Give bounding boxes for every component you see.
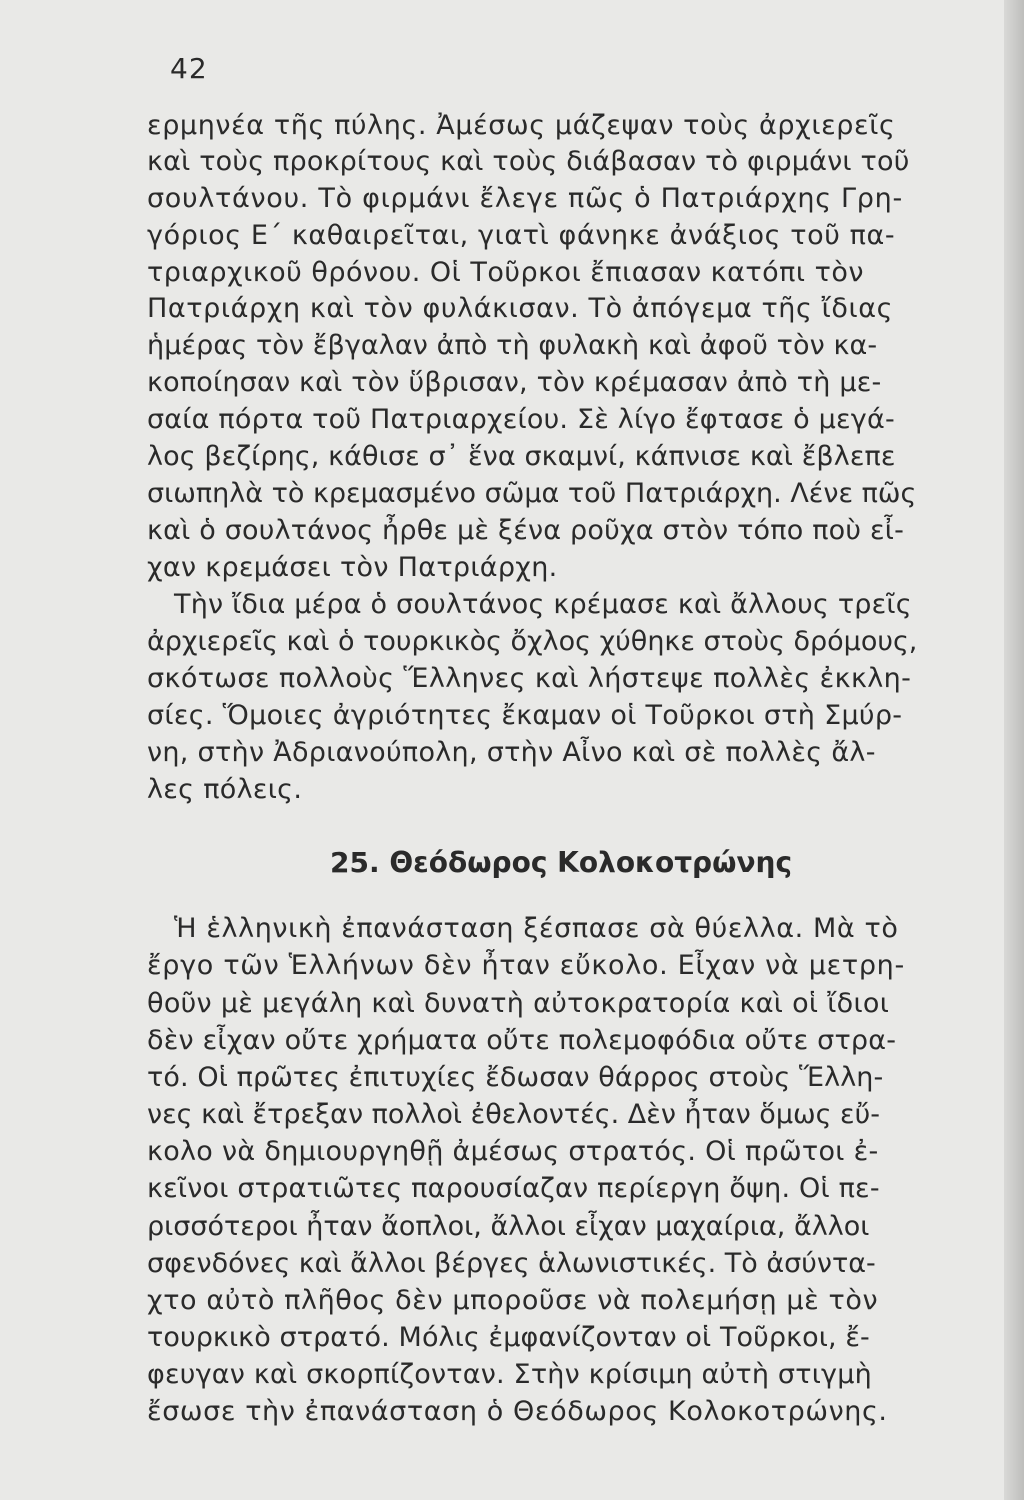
text-line: ἔργο τῶν Ἑλλήνων δὲν ἦταν εὔκολο. Εἶχαν νὰ μετρη- [147, 950, 905, 981]
text-line: σαία πόρτα τοῦ Πατριαρχείου. Σὲ λίγο ἔφτασε ὁ μεγά- [147, 404, 895, 435]
page-number: 42 [170, 52, 208, 85]
text-line: Πατριάρχη καὶ τὸν φυλάκισαν. Τὸ ἀπόγεμα τῆς ἴδιας [147, 293, 894, 324]
text-line: σουλτάνου. Τὸ φιρμάνι ἔλεγε πῶς ὁ Πατριάρχης Γρη- [147, 183, 903, 214]
text-line: σκότωσε πολλοὺς Ἕλληνες καὶ λήστεψε πολλὲς ἐκκλη- [147, 663, 912, 694]
text-line: κοποίησαν καὶ τὸν ὕβρισαν, τὸν κρέμασαν ἀπὸ τὴ με- [147, 367, 882, 398]
text-line: τό. Οἱ πρῶτες ἐπιτυχίες ἔδωσαν θάρρος στοὺς Ἕλλη- [147, 1062, 884, 1093]
text-line: σφενδόνες καὶ ἄλλοι βέργες ἁλωνιστικές. Τὸ ἀσύντα- [147, 1248, 876, 1279]
text-line: κεῖνοι στρατιῶτες παρουσίαζαν περίεργη ὄψη. Οἱ πε- [147, 1173, 880, 1204]
text-line: ἔσωσε τὴν ἐπανάσταση ὁ Θεόδωρος Κολοκοτρώνης. [147, 1396, 888, 1427]
text-line: ρισσότεροι ἦταν ἄοπλοι, ἄλλοι εἶχαν μαχαίρια, ἄλλοι [147, 1211, 870, 1242]
page-edge-shadow [1004, 0, 1024, 1500]
text-line: νες καὶ ἔτρεξαν πολλοὶ ἐθελοντές. Δὲν ἦταν ὅμως εὔ- [147, 1099, 881, 1130]
text-line: γόριος Ε´ καθαιρεῖται, γιατὶ φάνηκε ἀνάξιος τοῦ πα- [147, 220, 896, 251]
text-line: ἡμέρας τὸν ἔβγαλαν ἀπὸ τὴ φυλακὴ καὶ ἀφοῦ τὸν κα- [147, 330, 878, 361]
text-line: τουρκικὸ στρατό. Μόλις ἐμφανίζονταν οἱ Τοῦρκοι, ἔ- [147, 1322, 870, 1353]
text-line: θοῦν μὲ μεγάλη καὶ δυνατὴ αὐτοκρατορία καὶ οἱ ἴδιοι [147, 988, 890, 1019]
text-line: λος βεζίρης, κάθισε σ᾽ ἕνα σκαμνί, κάπνισε καὶ ἔβλεπε [147, 441, 896, 472]
section-heading: 25. Θεόδωρος Κολοκοτρώνης [330, 846, 793, 879]
text-line: κολο νὰ δημιουργηθῇ ἀμέσως στρατός. Οἱ πρῶτοι ἐ- [147, 1136, 879, 1167]
text-line: Ἡ ἑλληνικὴ ἐπανάσταση ξέσπασε σὰ θύελλα. Μὰ τὸ [174, 913, 899, 944]
text-line: σίες. Ὅμοιες ἀγριότητες ἔκαμαν οἱ Τοῦρκοι στὴ Σμύρ- [147, 700, 903, 731]
text-line: καὶ τοὺς προκρίτους καὶ τοὺς διάβασαν τὸ φιρμάνι τοῦ [147, 146, 910, 177]
text-line: φευγαν καὶ σκορπίζονταν. Στὴν κρίσιμη αὐτὴ στιγμὴ [147, 1359, 872, 1390]
text-line: νη, στὴν Ἀδριανούπολη, στὴν Αἶνο καὶ σὲ πολλὲς ἄλ- [147, 737, 876, 768]
text-line: δὲν εἶχαν οὔτε χρήματα οὔτε πολεμοφόδια οὔτε στρα- [147, 1025, 897, 1056]
text-line: χαν κρεμάσει τὸν Πατριάρχη. [147, 552, 558, 583]
text-line: λες πόλεις. [147, 774, 303, 805]
text-line: σιωπηλὰ τὸ κρεμασμένο σῶμα τοῦ Πατριάρχη. Λένε πῶς [147, 478, 917, 509]
text-line: ερμηνέα τῆς πύλης. Ἀμέσως μάζεψαν τοὺς ἀρχιερεῖς [147, 110, 896, 141]
text-line: καὶ ὁ σουλτάνος ἦρθε μὲ ξένα ροῦχα στὸν τόπο ποὺ εἶ- [147, 515, 905, 546]
text-line: χτο αὐτὸ πλῆθος δὲν μποροῦσε νὰ πολεμήσῃ μὲ τὸν [147, 1285, 879, 1316]
text-line: τριαρχικοῦ θρόνου. Οἱ Τοῦρκοι ἔπιασαν κατόπι τὸν [147, 257, 864, 288]
text-line: Τὴν ἴδια μέρα ὁ σουλτάνος κρέμασε καὶ ἄλλους τρεῖς [174, 589, 912, 620]
text-line: ἀρχιερεῖς καὶ ὁ τουρκικὸς ὄχλος χύθηκε στοὺς δρόμους, [147, 626, 918, 657]
